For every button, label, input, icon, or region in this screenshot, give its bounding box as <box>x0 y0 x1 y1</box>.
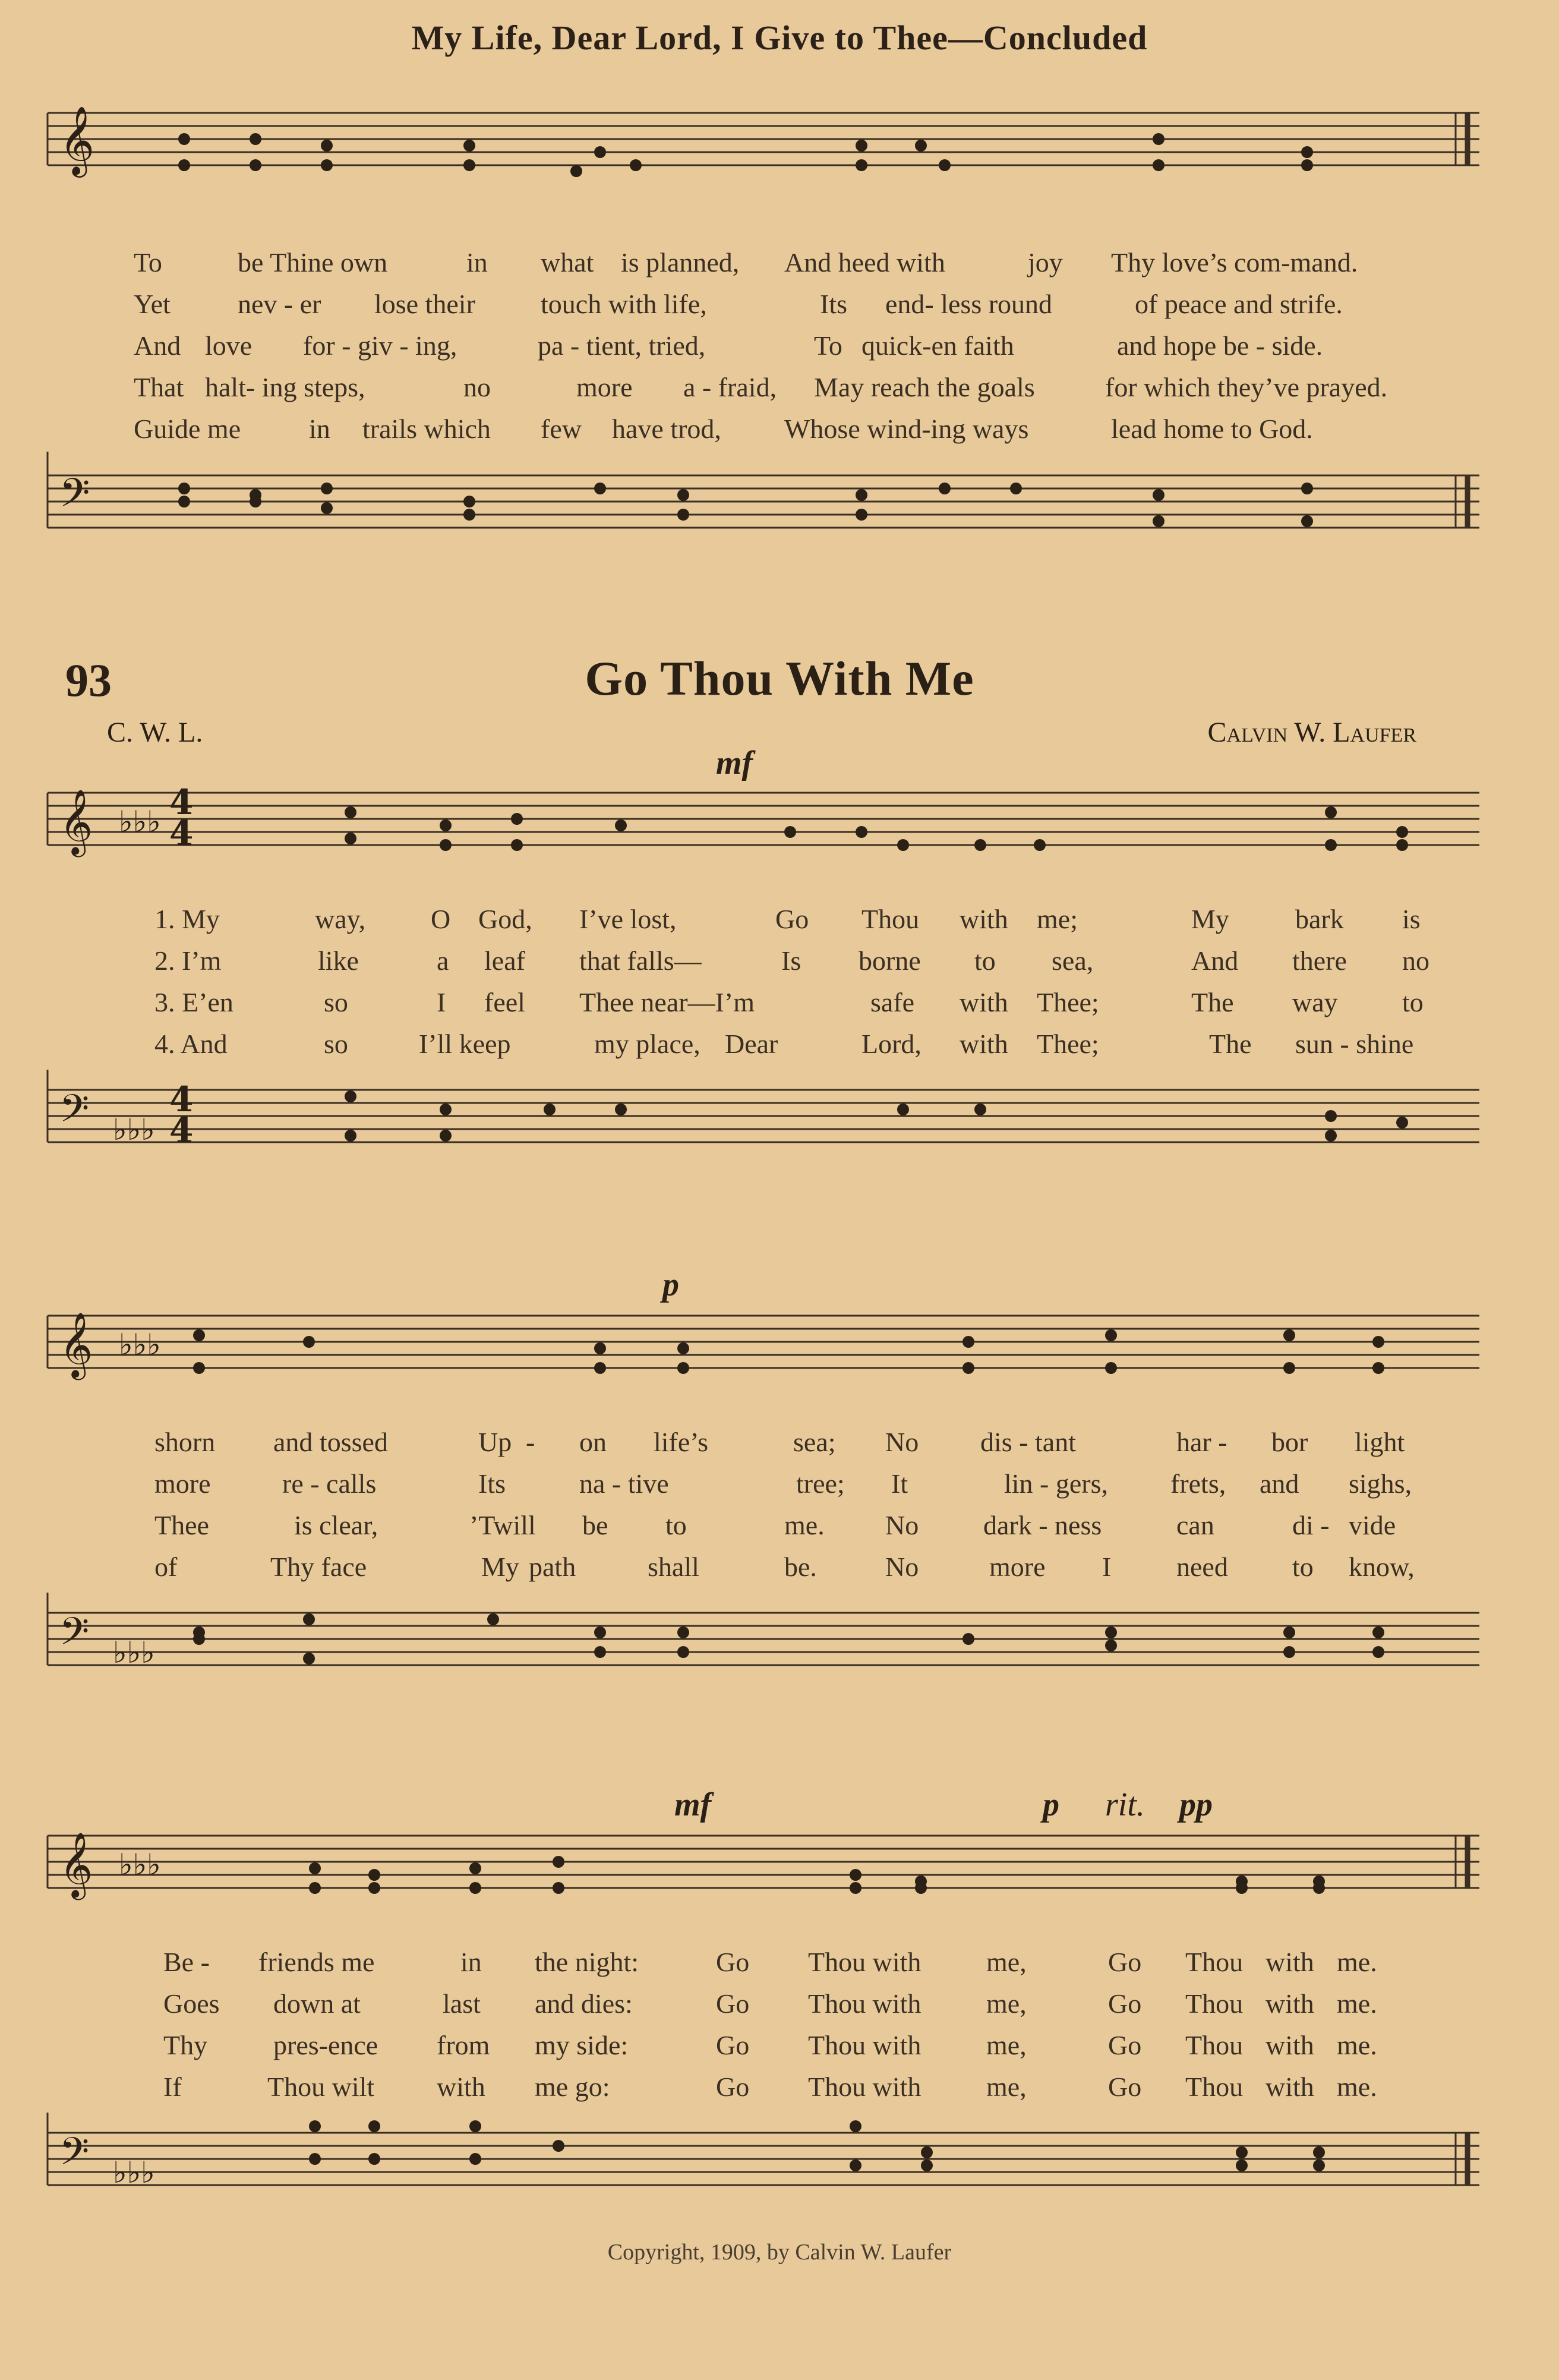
lyric-syllable: love <box>205 330 253 361</box>
lyric-syllable: lead home to God. <box>1111 414 1313 444</box>
lyric-syllable: from <box>437 2030 490 2060</box>
lyric-syllable: my place, <box>594 1029 700 1059</box>
lyric-syllable: a - fraid, <box>683 372 777 402</box>
dynamic-p: p <box>662 1266 679 1303</box>
lyric-syllable: with <box>1265 2072 1314 2102</box>
concluded-treble-staff <box>42 89 1479 244</box>
dynamic-mf-2: mf <box>674 1786 712 1823</box>
lyric-syllable: That <box>134 372 184 402</box>
svg-text:♭♭♭: ♭♭♭ <box>119 1328 161 1362</box>
lyric-syllable: is <box>1402 904 1421 934</box>
svg-text:♭♭♭: ♭♭♭ <box>113 1112 155 1147</box>
lyric-syllable: be <box>582 1510 608 1540</box>
lyric-syllable: vide <box>1349 1510 1396 1540</box>
lyric-syllable: 1. My <box>154 904 220 934</box>
svg-text:𝄢: 𝄢 <box>59 1087 90 1140</box>
system-3-line-1 <box>42 1946 1479 1983</box>
lyric-syllable: feel <box>484 987 525 1017</box>
dynamic-rit: rit. <box>1105 1786 1145 1823</box>
music-credit: Calvin W. Laufer <box>1207 717 1416 748</box>
lyric-syllable: light <box>1355 1427 1405 1457</box>
system-3-treble-staff <box>42 1815 1479 1934</box>
lyric-syllable: And <box>1191 945 1239 976</box>
system-1-line-1 <box>42 903 1479 940</box>
lyric-syllable: Go <box>716 2072 750 2102</box>
svg-text:4: 4 <box>169 813 194 853</box>
lyric-syllable: shall <box>648 1552 699 1582</box>
lyric-syllable: It <box>891 1468 908 1499</box>
lyric-syllable: Thee; <box>1037 1029 1099 1059</box>
lyric-syllable: Go <box>716 1988 750 2019</box>
system-1-treble-staff <box>42 773 1479 891</box>
lyric-syllable: to <box>1292 1552 1314 1582</box>
lyric-syllable: I’ll keep <box>419 1029 511 1059</box>
lyric-syllable: like <box>318 945 359 976</box>
lyric-syllable: Thee; <box>1037 987 1099 1017</box>
lyric-syllable: sun - shine <box>1295 1029 1414 1059</box>
lyric-syllable: in <box>466 247 488 278</box>
system-2-line-1 <box>42 1426 1479 1463</box>
svg-text:𝄢: 𝄢 <box>59 2130 90 2183</box>
lyric-syllable: with <box>960 987 1008 1017</box>
system-1 <box>42 773 1479 1189</box>
lyric-syllable: for - giv - ing, <box>303 330 457 361</box>
lyric-syllable: - <box>526 1427 535 1457</box>
lyric-syllable: is clear, <box>294 1510 378 1540</box>
lyric-syllable: Thou with <box>808 2030 921 2060</box>
lyric-syllable: If <box>163 2072 182 2102</box>
lyric-syllable: path <box>529 1552 576 1582</box>
lyric-syllable: no <box>463 372 491 402</box>
concluded-line-5 <box>42 413 1479 450</box>
lyric-syllable: Yet <box>134 289 171 319</box>
lyric-syllable: bor <box>1271 1427 1308 1457</box>
lyric-syllable: with <box>960 904 1008 934</box>
lyric-syllable: tree; <box>796 1468 845 1499</box>
lyric-syllable: har - <box>1176 1427 1227 1457</box>
svg-text:𝄞: 𝄞 <box>59 105 95 175</box>
copyright-notice: Copyright, 1909, by Calvin W. Laufer <box>607 2240 952 2265</box>
lyric-syllable: ’Twill <box>469 1510 536 1540</box>
system-2-treble-staff <box>42 1295 1479 1414</box>
lyric-syllable: way, <box>315 904 366 934</box>
lyric-syllable: leaf <box>484 945 525 976</box>
lyric-syllable: The <box>1209 1029 1252 1059</box>
lyric-syllable: Thee near—I’m <box>579 987 755 1017</box>
lyric-syllable: of peace and strife. <box>1135 289 1343 319</box>
lyric-syllable: No <box>885 1552 919 1582</box>
hymn-number: 93 <box>65 654 112 706</box>
lyric-syllable: sea; <box>793 1427 836 1457</box>
lyric-syllable: And <box>134 330 181 361</box>
lyric-syllable: Is <box>781 945 801 976</box>
system-1-line-2 <box>42 945 1479 982</box>
svg-text:𝄞: 𝄞 <box>59 1312 93 1377</box>
lyric-syllable: on <box>579 1427 607 1457</box>
lyric-syllable: and dies: <box>535 1988 633 2019</box>
lyric-syllable: and hope be - side. <box>1117 330 1323 361</box>
lyric-syllable: Its <box>478 1468 506 1499</box>
lyric-syllable: is planned, <box>621 247 740 278</box>
lyric-syllable: me. <box>784 1510 825 1540</box>
dynamic-pp: pp <box>1179 1786 1213 1823</box>
lyric-syllable: lin - gers, <box>1004 1468 1109 1499</box>
lyric-syllable: dis - tant <box>980 1427 1076 1457</box>
lyric-syllable: I <box>437 987 446 1017</box>
lyric-syllable: me, <box>986 2030 1027 2060</box>
lyric-syllable: 4. And <box>154 1029 228 1059</box>
lyric-syllable: me, <box>986 1988 1027 2019</box>
system-3 <box>42 1815 1479 2231</box>
svg-text:♭♭♭: ♭♭♭ <box>113 1635 155 1670</box>
lyric-syllable: Thou with <box>808 1988 921 2019</box>
lyric-syllable: Guide me <box>134 414 241 444</box>
svg-text:𝄞: 𝄞 <box>59 789 93 855</box>
lyric-syllable: Its <box>820 289 847 319</box>
lyric-syllable: down at <box>273 1988 361 2019</box>
system-3-bass-staff <box>42 2113 1479 2231</box>
lyric-syllable: No <box>885 1427 919 1457</box>
lyric-syllable: me. <box>1337 1988 1377 2019</box>
lyric-syllable: pa - tient, tried, <box>538 330 706 361</box>
lyric-syllable: me. <box>1337 1947 1377 1977</box>
lyric-syllable: Go <box>1108 1988 1142 2019</box>
svg-text:4: 4 <box>169 1110 194 1150</box>
system-2-bass-staff <box>42 1593 1479 1711</box>
lyric-syllable: Thy love’s com-mand. <box>1111 247 1358 278</box>
lyric-syllable: a <box>437 945 449 976</box>
lyric-syllable: No <box>885 1510 919 1540</box>
lyric-syllable: bark <box>1295 904 1344 934</box>
lyric-syllable: Go <box>1108 2030 1142 2060</box>
lyric-syllable: nev - er <box>238 289 321 319</box>
lyric-syllable: I’ve lost, <box>579 904 677 934</box>
lyric-syllable: Go <box>1108 1947 1142 1977</box>
lyric-syllable: no <box>1402 945 1429 976</box>
lyric-syllable: me. <box>1337 2072 1377 2102</box>
lyric-syllable: My <box>1191 904 1229 934</box>
lyric-syllable: di - <box>1292 1510 1330 1540</box>
lyric-syllable: Lord, <box>861 1029 921 1059</box>
lyric-syllable: 3. E’en <box>154 987 233 1017</box>
lyric-syllable: for which they’ve prayed. <box>1105 372 1388 402</box>
lyric-syllable: Up <box>478 1427 512 1457</box>
lyric-syllable: Thy face <box>270 1552 367 1582</box>
lyric-syllable: The <box>1191 987 1234 1017</box>
lyric-syllable: dark - ness <box>983 1510 1102 1540</box>
lyric-syllable: shorn <box>154 1427 216 1457</box>
lyric-syllable: way <box>1292 987 1338 1017</box>
lyric-syllable: with <box>1265 1988 1314 2019</box>
lyric-syllable: can <box>1176 1510 1214 1540</box>
lyric-syllable: end- less round <box>885 289 1053 319</box>
lyric-syllable: know, <box>1349 1552 1415 1582</box>
lyric-syllable: the night: <box>535 1947 639 1977</box>
lyric-syllable: me go: <box>535 2072 610 2102</box>
system-1-line-4 <box>42 1028 1479 1065</box>
system-2-line-2 <box>42 1468 1479 1505</box>
lyric-syllable: of <box>154 1552 178 1582</box>
concluded-bass-staff <box>42 452 1479 606</box>
lyric-syllable: Go <box>716 2030 750 2060</box>
concluded-line-1 <box>42 247 1479 283</box>
lyric-syllable: halt- ing steps, <box>205 372 365 402</box>
lyric-syllable: May reach the goals <box>814 372 1035 402</box>
lyric-syllable: friends me <box>258 1947 375 1977</box>
lyric-syllable: and tossed <box>273 1427 388 1457</box>
svg-text:♭♭♭: ♭♭♭ <box>113 2155 155 2190</box>
lyric-syllable: with <box>1265 2030 1314 2060</box>
svg-text:𝄞: 𝄞 <box>59 1832 93 1897</box>
lyric-syllable: frets, <box>1170 1468 1226 1499</box>
lyric-syllable: Thou <box>1185 2030 1244 2060</box>
lyric-syllable: so <box>324 1029 348 1059</box>
lyric-syllable: what <box>541 247 594 278</box>
lyric-syllable: me. <box>1337 2030 1377 2060</box>
lyric-syllable: Thy <box>163 2030 208 2060</box>
lyric-syllable: my side: <box>535 2030 629 2060</box>
lyric-syllable: to <box>1402 987 1424 1017</box>
lyric-syllable: Thou <box>1185 2072 1244 2102</box>
system-2-line-3 <box>42 1509 1479 1546</box>
system-3-line-3 <box>42 2029 1479 2066</box>
lyric-syllable: Thou with <box>808 2072 921 2102</box>
dynamic-mf: mf <box>716 745 753 781</box>
lyric-syllable: be Thine own <box>238 247 388 278</box>
lyric-syllable: Goes <box>163 1988 220 2019</box>
lyric-syllable: Go <box>775 904 809 934</box>
lyric-syllable: trails which <box>362 414 491 444</box>
lyric-syllable: me, <box>986 2072 1027 2102</box>
lyric-syllable: safe <box>870 987 915 1017</box>
lyric-syllable: with <box>437 2072 485 2102</box>
lyric-syllable: And heed with <box>784 247 945 278</box>
system-3-line-4 <box>42 2071 1479 2108</box>
lyric-syllable: Whose wind-ing ways <box>784 414 1029 444</box>
lyric-syllable: pres-ence <box>273 2030 378 2060</box>
concluded-line-4 <box>42 371 1479 408</box>
lyric-syllable: with <box>1265 1947 1314 1977</box>
lyric-syllable: last <box>443 1988 481 2019</box>
lyric-syllable: Thou <box>861 904 920 934</box>
lyric-syllable: few <box>541 414 582 444</box>
lyric-syllable: there <box>1292 945 1347 976</box>
hymn-title: Go Thou With Me <box>585 651 974 705</box>
lyric-syllable: Thee <box>154 1510 209 1540</box>
lyric-syllable: need <box>1176 1552 1228 1582</box>
lyric-syllable: that falls— <box>579 945 702 976</box>
lyric-syllable: more <box>989 1552 1046 1582</box>
words-credit: C. W. L. <box>107 717 203 748</box>
system-1-line-3 <box>42 986 1479 1023</box>
lyric-syllable: me, <box>986 1947 1027 1977</box>
lyric-syllable: My <box>481 1552 519 1582</box>
svg-text:♭♭♭: ♭♭♭ <box>119 805 161 839</box>
lyric-syllable: to <box>665 1510 687 1540</box>
lyric-syllable: re - calls <box>282 1468 377 1499</box>
lyric-syllable: To <box>814 330 842 361</box>
lyric-syllable: Thou with <box>808 1947 921 1977</box>
lyric-syllable: sighs, <box>1349 1468 1412 1499</box>
lyric-syllable: Be - <box>163 1947 210 1977</box>
lyric-syllable: touch with life, <box>541 289 707 319</box>
lyric-syllable: in <box>460 1947 482 1977</box>
lyric-syllable: have trod, <box>612 414 721 444</box>
svg-text:𝄢: 𝄢 <box>59 470 90 525</box>
lyric-syllable: so <box>324 987 348 1017</box>
running-head: My Life, Dear Lord, I Give to Thee—Concluded <box>411 18 1148 57</box>
lyric-syllable: more <box>154 1468 211 1499</box>
lyric-syllable: me; <box>1037 904 1078 934</box>
lyric-syllable: O <box>431 904 451 934</box>
dynamic-p-2: p <box>1043 1786 1059 1823</box>
svg-text:♭♭♭: ♭♭♭ <box>119 1848 161 1882</box>
system-2 <box>42 1295 1479 1723</box>
lyric-syllable: To <box>134 247 162 278</box>
lyric-syllable: lose their <box>374 289 475 319</box>
lyric-syllable: Go <box>716 1947 750 1977</box>
lyric-syllable: be. <box>784 1552 817 1582</box>
lyric-syllable: Thou wilt <box>267 2072 375 2102</box>
svg-text:4: 4 <box>169 1079 194 1120</box>
lyric-syllable: and <box>1260 1468 1299 1499</box>
system-1-bass-staff <box>42 1070 1479 1189</box>
svg-text:𝄢: 𝄢 <box>59 1610 90 1663</box>
lyric-syllable: na - tive <box>579 1468 669 1499</box>
concluded-line-3 <box>42 330 1479 367</box>
lyric-syllable: quick-en faith <box>861 330 1014 361</box>
lyric-syllable: Thou <box>1185 1947 1244 1977</box>
system-3-line-2 <box>42 1988 1479 2025</box>
lyric-syllable: to <box>974 945 996 976</box>
lyric-syllable: 2. I’m <box>154 945 222 976</box>
lyric-syllable: joy <box>1028 247 1063 278</box>
lyric-syllable: more <box>576 372 633 402</box>
lyric-syllable: God, <box>478 904 532 934</box>
lyric-syllable: Thou <box>1185 1988 1244 2019</box>
svg-text:4: 4 <box>169 782 194 822</box>
concluded-system <box>42 89 1479 612</box>
lyric-syllable: sea, <box>1052 945 1094 976</box>
lyric-syllable: with <box>960 1029 1008 1059</box>
lyric-syllable: life’s <box>654 1427 708 1457</box>
system-2-line-4 <box>42 1551 1479 1588</box>
lyric-syllable: in <box>309 414 330 444</box>
lyric-syllable: I <box>1102 1552 1112 1582</box>
lyric-syllable: Go <box>1108 2072 1142 2102</box>
concluded-line-2 <box>42 288 1479 325</box>
lyric-syllable: borne <box>859 945 921 976</box>
lyric-syllable: Dear <box>725 1029 778 1059</box>
